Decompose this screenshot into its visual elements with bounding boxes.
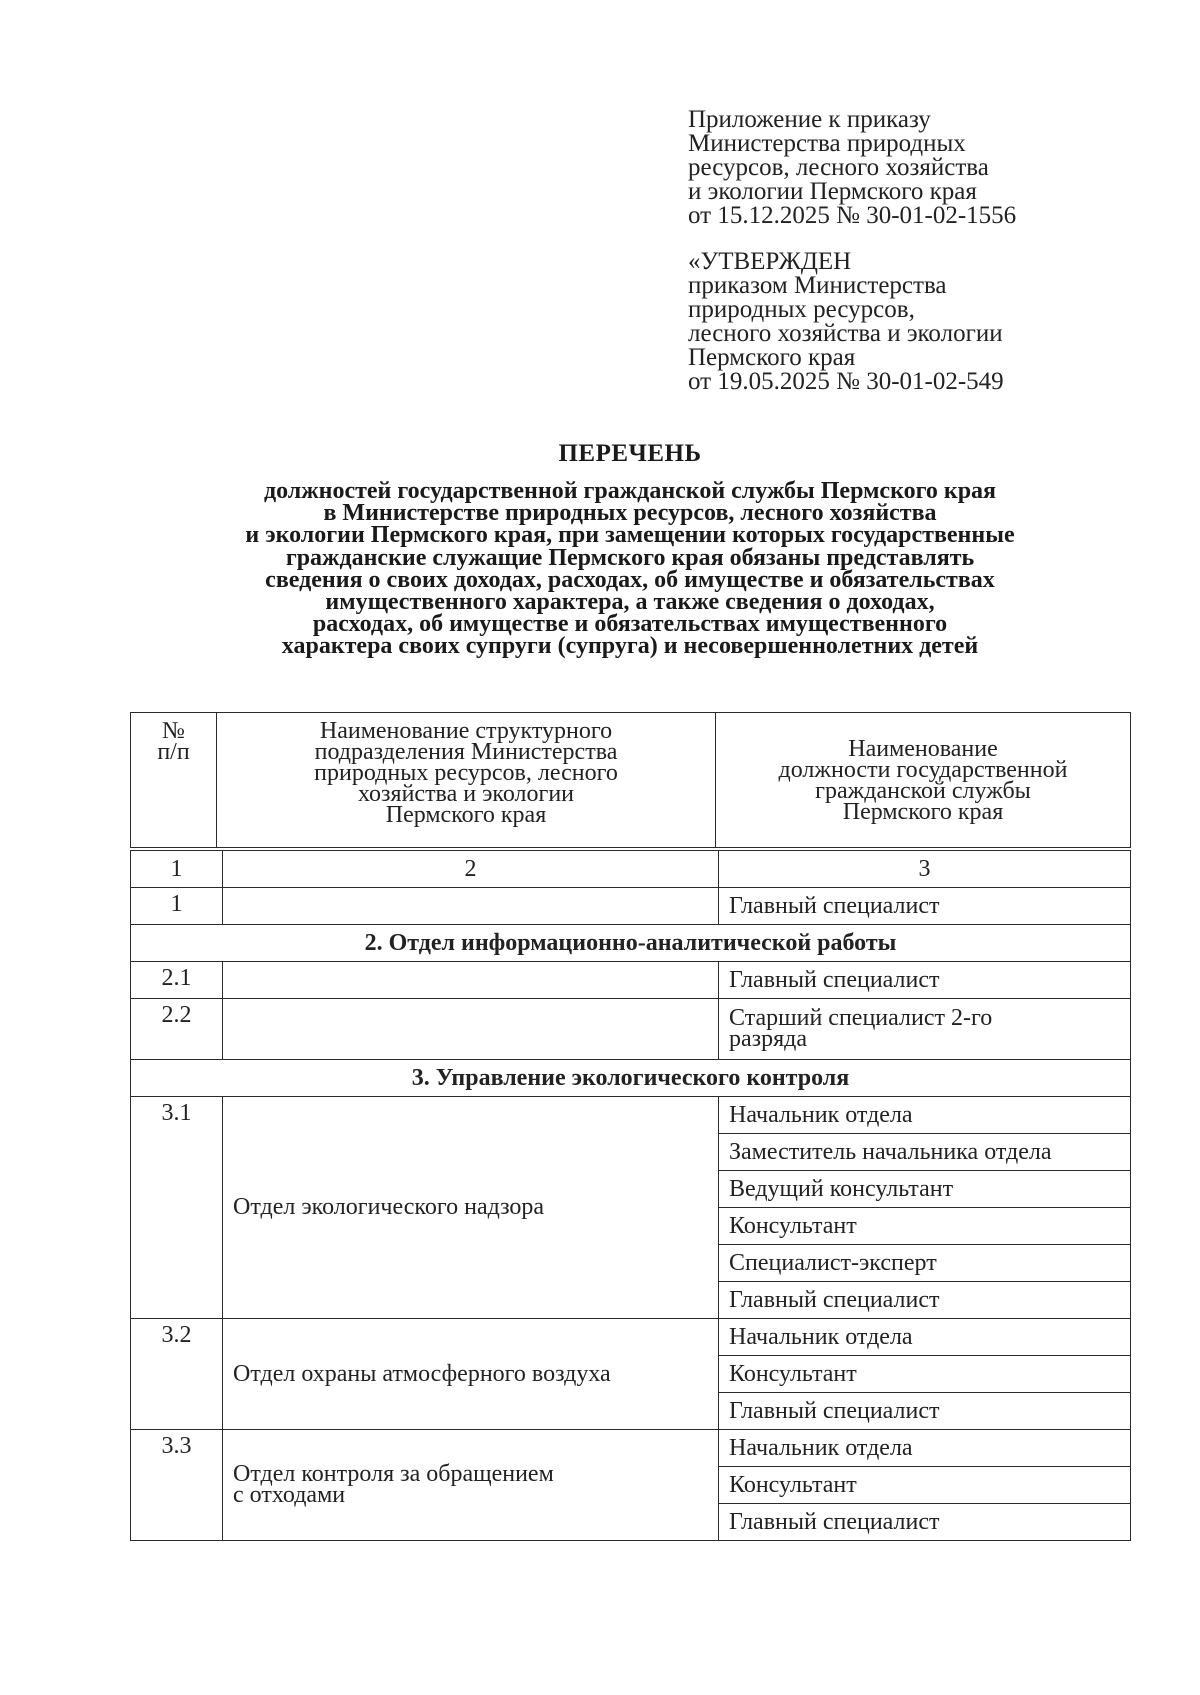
table-row — [131, 1430, 1131, 1467]
appendix-order-line: от 15.12.2025 № 30-01-02-1556 — [688, 202, 1017, 229]
table-row — [131, 888, 1131, 925]
position-cell: Главный специалист — [719, 888, 1131, 925]
row-number: 1 — [131, 888, 223, 925]
row-number: 3.2 — [131, 1319, 223, 1430]
section-row — [131, 1060, 1131, 1097]
header-text: подразделения Министерства — [314, 739, 618, 765]
appendix-block — [688, 108, 1128, 228]
unit-cell — [223, 1430, 719, 1541]
unit-cell — [223, 962, 719, 999]
column-number: 3 — [719, 851, 1131, 888]
row-number: 2.2 — [131, 999, 223, 1060]
header-text: хозяйства и экологии — [357, 781, 575, 807]
section-row — [131, 925, 1131, 962]
unit-cell — [223, 999, 719, 1060]
unit-text: с отходами — [233, 1482, 346, 1508]
position-cell: Главный специалист — [719, 962, 1131, 999]
column-number: 2 — [223, 851, 719, 888]
column-number-row — [131, 851, 1131, 888]
approval-line: лесного хозяйства и экологии — [688, 320, 1003, 347]
column-number: 1 — [131, 851, 223, 888]
header-text: должности государственной — [778, 757, 1068, 783]
approval-block — [688, 250, 1128, 394]
position-cell: Консультант — [719, 1208, 1131, 1245]
header-text: № — [162, 718, 185, 744]
subtitle-line: гражданские служащие Пермского края обязаны представлять — [285, 544, 975, 571]
position-text: разряда — [729, 1026, 808, 1052]
header-text: Пермского края — [385, 802, 547, 828]
position-cell: Консультант — [719, 1356, 1131, 1393]
subtitle-line: и экологии Пермского края, при замещении которых государственные — [245, 522, 1015, 549]
unit-text: Отдел охраны атмосферного воздуха — [233, 1360, 611, 1387]
table-row — [131, 1097, 1131, 1134]
header-text: природных ресурсов, лесного — [314, 760, 618, 786]
subtitle-line: сведения о своих доходах, расходах, об имуществе и обязательствах — [265, 566, 995, 593]
approval-line: «УТВЕРЖДЕН — [688, 248, 852, 275]
position-cell: Специалист-эксперт — [719, 1245, 1131, 1282]
position-cell: Начальник отдела — [719, 1097, 1131, 1134]
header-text: Наименование — [848, 736, 998, 762]
header-text: Пермского края — [842, 799, 1004, 825]
header-text: Наименование структурного — [319, 718, 613, 744]
position-cell: Главный специалист — [719, 1282, 1131, 1319]
row-number: 2.1 — [131, 962, 223, 999]
unit-text: Отдел экологического надзора — [233, 1194, 545, 1220]
header-unit-cell — [217, 713, 716, 848]
section-title: 2. Отдел информационно-аналитической работы — [131, 925, 1131, 962]
appendix-line: и экологии Пермского края — [688, 178, 977, 205]
header-position-cell — [716, 713, 1131, 848]
approval-line: приказом Министерства — [688, 272, 947, 299]
table-header — [130, 712, 1131, 848]
row-number: 3.3 — [131, 1430, 223, 1541]
unit-text: Отдел контроля за обращением — [233, 1461, 554, 1487]
approval-line: природных ресурсов, — [688, 296, 915, 323]
position-text: Старший специалист 2-го — [729, 1005, 993, 1031]
unit-cell — [223, 1097, 719, 1319]
position-cell: Консультант — [719, 1467, 1131, 1504]
document-title: ПЕРЕЧЕНЬ — [558, 440, 702, 467]
unit-cell — [223, 888, 719, 925]
appendix-line: Приложение к приказу — [688, 106, 931, 133]
table-row — [131, 962, 1131, 999]
header-text: гражданской службы — [815, 778, 1031, 804]
appendix-line: ресурсов, лесного хозяйства — [688, 154, 989, 181]
header-number-cell — [131, 713, 217, 848]
subtitle-line: имущественного характера, а также сведения о доходах, — [325, 589, 935, 616]
position-cell: Начальник отдела — [719, 1430, 1131, 1467]
section-title: 3. Управление экологического контроля — [131, 1060, 1131, 1097]
position-cell: Главный специалист — [719, 1504, 1131, 1541]
table-row — [131, 1319, 1131, 1356]
positions-table — [130, 850, 1131, 1541]
unit-cell — [223, 1319, 719, 1430]
document-subtitle — [150, 480, 1110, 658]
header-text: п/п — [157, 739, 190, 765]
subtitle-line: должностей государственной гражданской службы Пермского края — [263, 478, 997, 504]
position-cell: Ведущий консультант — [719, 1171, 1131, 1208]
table-row — [131, 999, 1131, 1060]
position-cell: Начальник отдела — [719, 1319, 1131, 1356]
row-number: 3.1 — [131, 1097, 223, 1319]
approval-order-line: от 19.05.2025 № 30-01-02-549 — [688, 368, 1004, 395]
appendix-line: Министерства природных — [688, 130, 966, 157]
position-cell: Заместитель начальника отдела — [719, 1134, 1131, 1171]
position-cell — [719, 999, 1131, 1060]
subtitle-line: характера своих супруги (супруга) и несовершеннолетних детей — [281, 633, 979, 660]
approval-line: Пермского края — [688, 344, 856, 371]
subtitle-line: расходах, об имуществе и обязательствах имущественного — [312, 611, 948, 638]
subtitle-line: в Министерстве природных ресурсов, лесного хозяйства — [323, 500, 937, 527]
position-cell: Главный специалист — [719, 1393, 1131, 1430]
